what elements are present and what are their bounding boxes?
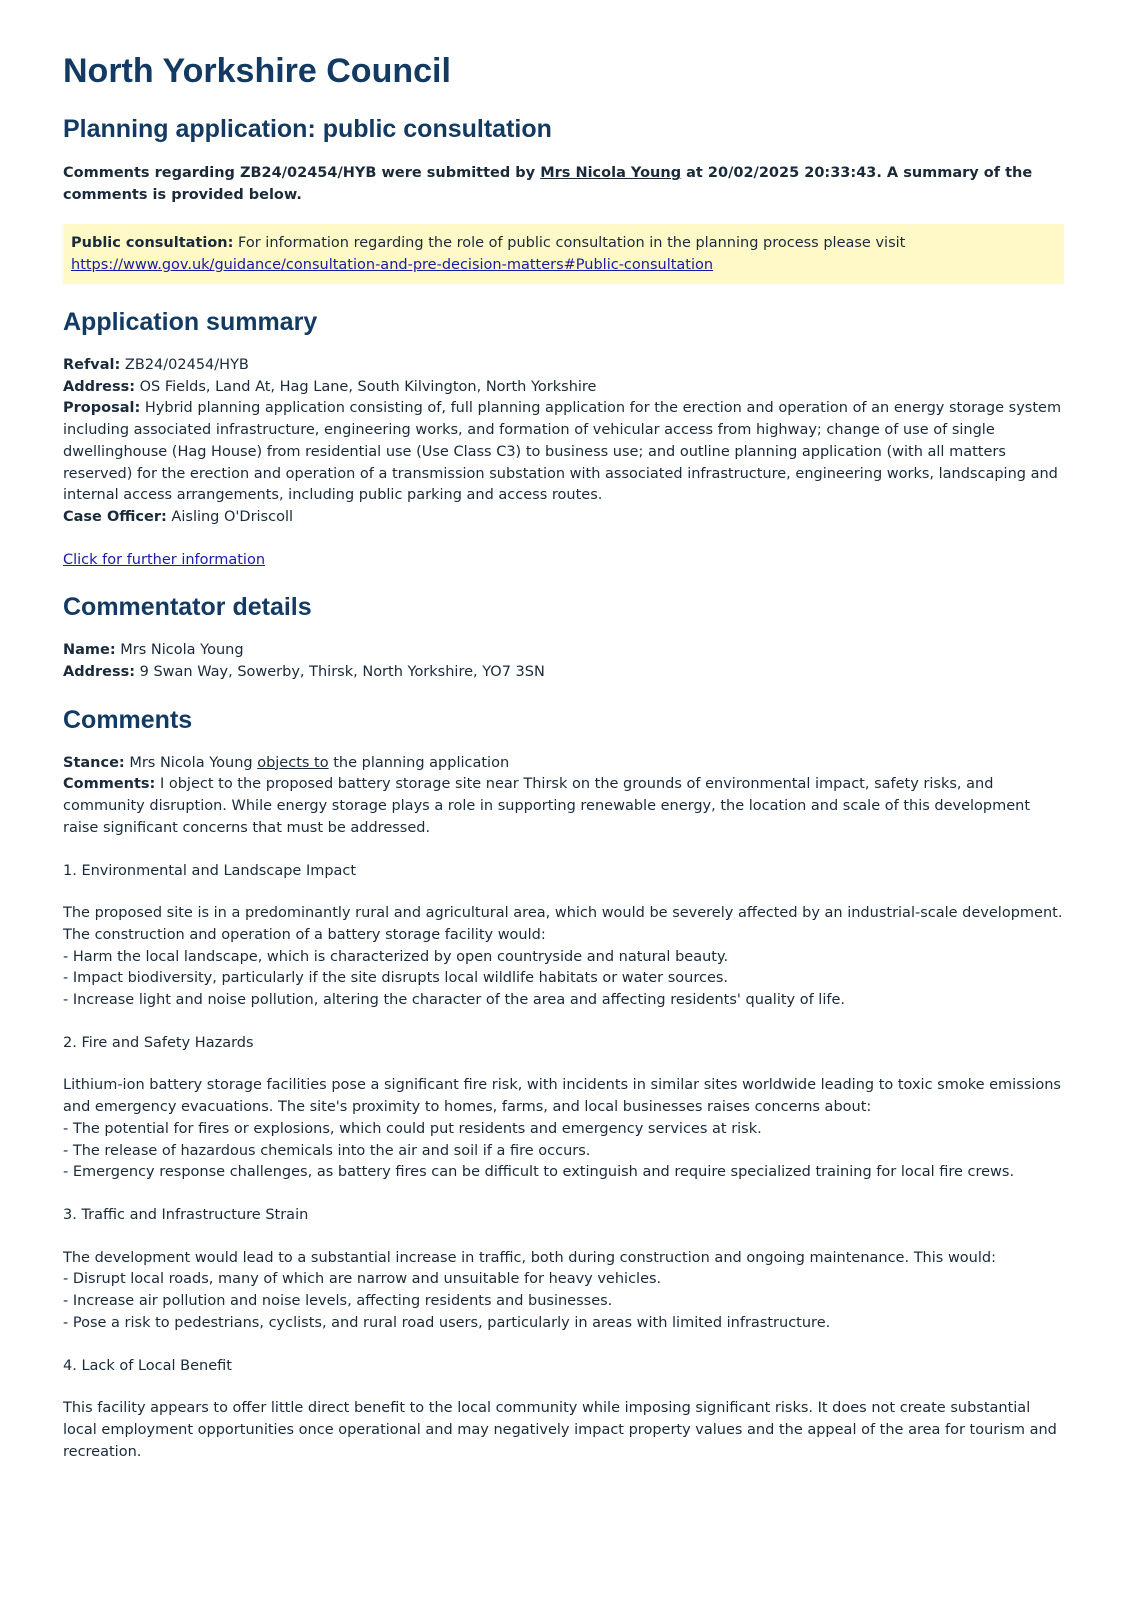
stance-row	[63, 753, 1064, 775]
consultation-url-link[interactable]: https://www.gov.uk/guidance/consultation-and-pre-decision-matters#Public-consultation	[71, 257, 714, 273]
comments-label: Comments:	[63, 776, 156, 793]
proposal-label: Proposal:	[63, 400, 141, 417]
proposal-value: Hybrid planning application consisting of, full planning application for the erection and operation of an energy storage system including associated infrastructure, engineering works, and formation of vehicular access from highway; change of use of single dwellinghouse (Hag House) from residential use (Use Class C3) to business use; and outline planning application (with all matters reserved) for the erection and operation of a transmission substation with associated infrastructure, engineering works, landscaping and internal access arrangements, including public parking and access routes.	[63, 400, 1062, 504]
notice-text: For information regarding the role of public consultation in the planning process please visit	[233, 235, 906, 251]
notice-label: Public consultation:	[71, 235, 234, 251]
proposal-row	[63, 398, 1064, 507]
address-label: Address:	[63, 378, 136, 395]
commentator-address-row	[63, 662, 1064, 684]
section-3-title: 3. Traffic and Infrastructure Strain	[63, 1206, 309, 1223]
comments-intro-text: I object to the proposed battery storage site near Thirsk on the grounds of environmental impact, safety risks, and community disruption. While energy storage plays a role in supporting renewable energy, the location and scale of this development raise significant concerns that must be addressed.	[63, 776, 1031, 836]
application-summary-heading: Application summary	[63, 308, 318, 336]
comments-intro	[63, 774, 1064, 839]
application-summary	[63, 355, 1064, 571]
comments-heading: Comments	[63, 705, 193, 734]
commentator-address-value: 9 Swan Way, Sowerby, Thirsk, North Yorkshire, YO7 3SN	[135, 664, 545, 681]
address-value: OS Fields, Land At, Hag Lane, South Kilvington, North Yorkshire	[135, 378, 597, 395]
commentator-address-label: Address:	[63, 664, 136, 681]
council-title: North Yorkshire Council	[63, 52, 451, 90]
refval-row	[63, 355, 1064, 377]
page-subtitle: Planning application: public consultation	[63, 115, 552, 143]
address-row	[63, 377, 1064, 399]
case-officer-row	[63, 507, 1064, 529]
section-4-body: This facility appears to offer little direct benefit to the local community while imposing significant risks. It does not create substantial local employment opportunities once operational and may negatively impact property values and the appeal of the area for tourism and recreation.	[63, 1400, 1057, 1460]
section-2-title: 2. Fire and Safety Hazards	[63, 1034, 254, 1051]
case-officer-label: Case Officer:	[63, 508, 167, 525]
further-information-link[interactable]: Click for further information	[63, 551, 266, 568]
refval-label: Refval:	[63, 357, 121, 373]
comments-body	[63, 753, 1064, 1464]
section-2-body: Lithium-ion battery storage facilities pose a significant fire risk, with incidents in similar sites worldwide leading to toxic smoke emissions and emergency evacuations. The site's proximity to homes, farms, and local businesses raises concerns about: - The potential for fires or explosions, which could put residents and emergency services at risk. - The release of hazardous chemicals into the air and soil if a fire occurs. - Emergency response challenges, as battery fires can be difficult to extinguish and require specialized training for local fire crews.	[63, 1077, 1061, 1181]
name-value: Mrs Nicola Young	[115, 642, 244, 659]
section-3-body: The development would lead to a substantial increase in traffic, both during construction and ongoing maintenance. This would: - Disrupt local roads, many of which are narrow and unsuitable for heavy vehicles. - Increase air pollution and noise levels, affecting residents and businesses. - Pose a risk to pedestrians, cyclists, and rural road users, particularly in areas with limited infrastructure.	[63, 1249, 996, 1331]
commentator-details-heading: Commentator details	[63, 593, 312, 622]
section-1-body: The proposed site is in a predominantly rural and agricultural area, which would be severely affected by an industrial-scale development. The construction and operation of a battery storage facility would: - Harm the local landscape, which is characterized by open countryside and natural beauty. - Impact biodiversity, particularly if the site disrupts local wildlife habitats or water sources. - Increase light and noise pollution, altering the character of the area and affecting residents' quality of life.	[63, 905, 1063, 1009]
stance-text-end: the planning application	[328, 754, 510, 771]
commentator-name-row	[63, 640, 1064, 662]
intro-text: Comments regarding ZB24/02454/HYB were submitted by	[63, 165, 541, 181]
intro-text-end: at 20/02/2025 20:33:43. A summary of the comments is provided below.	[63, 165, 1033, 203]
refval-value: ZB24/02454/HYB	[120, 357, 249, 373]
submission-intro	[63, 162, 1064, 206]
commentator-details	[63, 640, 1064, 683]
submitter-link[interactable]: Mrs Nicola Young	[540, 165, 682, 181]
case-officer-value: Aisling O'Driscoll	[166, 508, 294, 525]
name-label: Name:	[63, 642, 116, 659]
stance-label: Stance:	[63, 754, 125, 771]
section-4-title: 4. Lack of Local Benefit	[63, 1357, 232, 1374]
stance-text: Mrs Nicola Young	[124, 754, 258, 771]
stance-link[interactable]: objects to	[257, 754, 329, 771]
consultation-notice	[63, 224, 1064, 284]
section-1-title: 1. Environmental and Landscape Impact	[63, 862, 357, 879]
